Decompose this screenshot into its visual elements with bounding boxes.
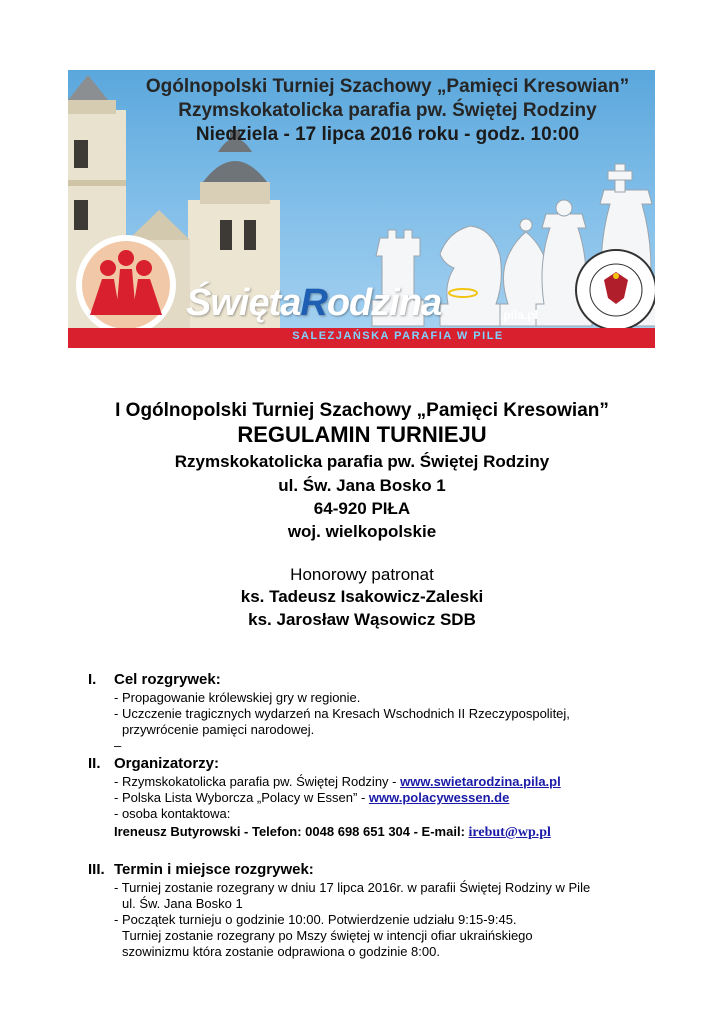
section-heading: II. Organizatorzy: [88, 755, 220, 772]
list-item: - Turniej zostanie rozegrany w dniu 17 lipca 2016r. w parafii Świętej Rodziny w Pile [114, 880, 591, 895]
street-address: ul. Św. Jana Bosko 1 [278, 476, 446, 495]
list-item-continuation: Turniej zostanie rozegrany po Mszy świętej w intencji ofiar ukraińskiego [122, 928, 533, 943]
parish-name: Rzymskokatolicka parafia pw. Świętej Rodziny [174, 452, 550, 471]
list-item: - osoba kontaktowa: [114, 806, 231, 821]
patron-2: ks. Jarosław Wąsowicz SDB [248, 610, 476, 629]
list-item-continuation: ul. Św. Jana Bosko 1 [122, 896, 243, 911]
parish-family-logo [76, 235, 176, 335]
list-item: – [114, 738, 122, 753]
list-item: - Początek turnieju o godzinie 10:00. Potwierdzenie udziału 9:15-9:45. [114, 912, 517, 927]
document-title: I Ogólnopolski Turniej Szachowy „Pamięci Kresowian” [115, 400, 609, 421]
patron-1: ks. Tadeusz Isakowicz-Zaleski [240, 587, 484, 606]
list-item-continuation: przywrócenie pamięci narodowej. [122, 722, 315, 737]
logo-domain: .pila.pl [500, 308, 539, 322]
section-heading: III. Termin i miejsce rozgrywek: [88, 861, 314, 878]
polish-electoral-list-seal [576, 250, 655, 330]
banner-title: Ogólnopolski Turniej Szachowy „Pamięci Kresowian” [145, 76, 630, 97]
section-organizers [88, 754, 688, 841]
section-heading: I. Cel rozgrywek: [88, 671, 221, 688]
contact-line: Ireneusz Butyrowski - Telefon: 0048 698 651 304 - E-mail: irebut@wp.pl [114, 824, 551, 840]
list-item: - Rzymskokatolicka parafia pw. Świętej Rodziny - www.swietarodzina.pila.pl [114, 774, 561, 789]
essen-website-link[interactable]: www.polacywessen.de [368, 790, 510, 805]
swieta-rodzina-logo: ŚwiętaRodzina [186, 282, 442, 324]
email-link[interactable]: irebut@wp.pl [468, 825, 551, 840]
region: woj. wielkopolskie [287, 522, 437, 541]
section-goals [88, 670, 688, 754]
parish-website-link[interactable]: www.swietarodzina.pila.pl [400, 774, 561, 789]
document-subtitle: REGULAMIN TURNIEJU [237, 422, 487, 447]
banner-date: Niedziela - 17 lipca 2016 roku - godz. 10:00 [195, 124, 580, 145]
banner-strip-text: SALEZJAŃSKA PARAFIA W PILE [292, 330, 504, 342]
city-address: 64-920 PIŁA [313, 499, 411, 518]
tournament-banner [68, 70, 655, 348]
banner-parish: Rzymskokatolicka parafia pw. Świętej Rodziny [178, 100, 597, 121]
list-item: - Polska Lista Wyborcza „Polacy w Essen” - www.polacywessen.de [114, 790, 510, 805]
patron-label: Honorowy patronat [290, 565, 434, 584]
list-item-continuation: szowinizmu która zostanie odprawiona o godzinie 8:00. [122, 944, 440, 959]
list-item: - Propagowanie królewskiej gry w regionie. [114, 690, 361, 705]
list-item: - Uczczenie tragicznych wydarzeń na Kresach Wschodnich II Rzeczypospolitej, [114, 706, 570, 721]
section-date-place [88, 860, 688, 960]
